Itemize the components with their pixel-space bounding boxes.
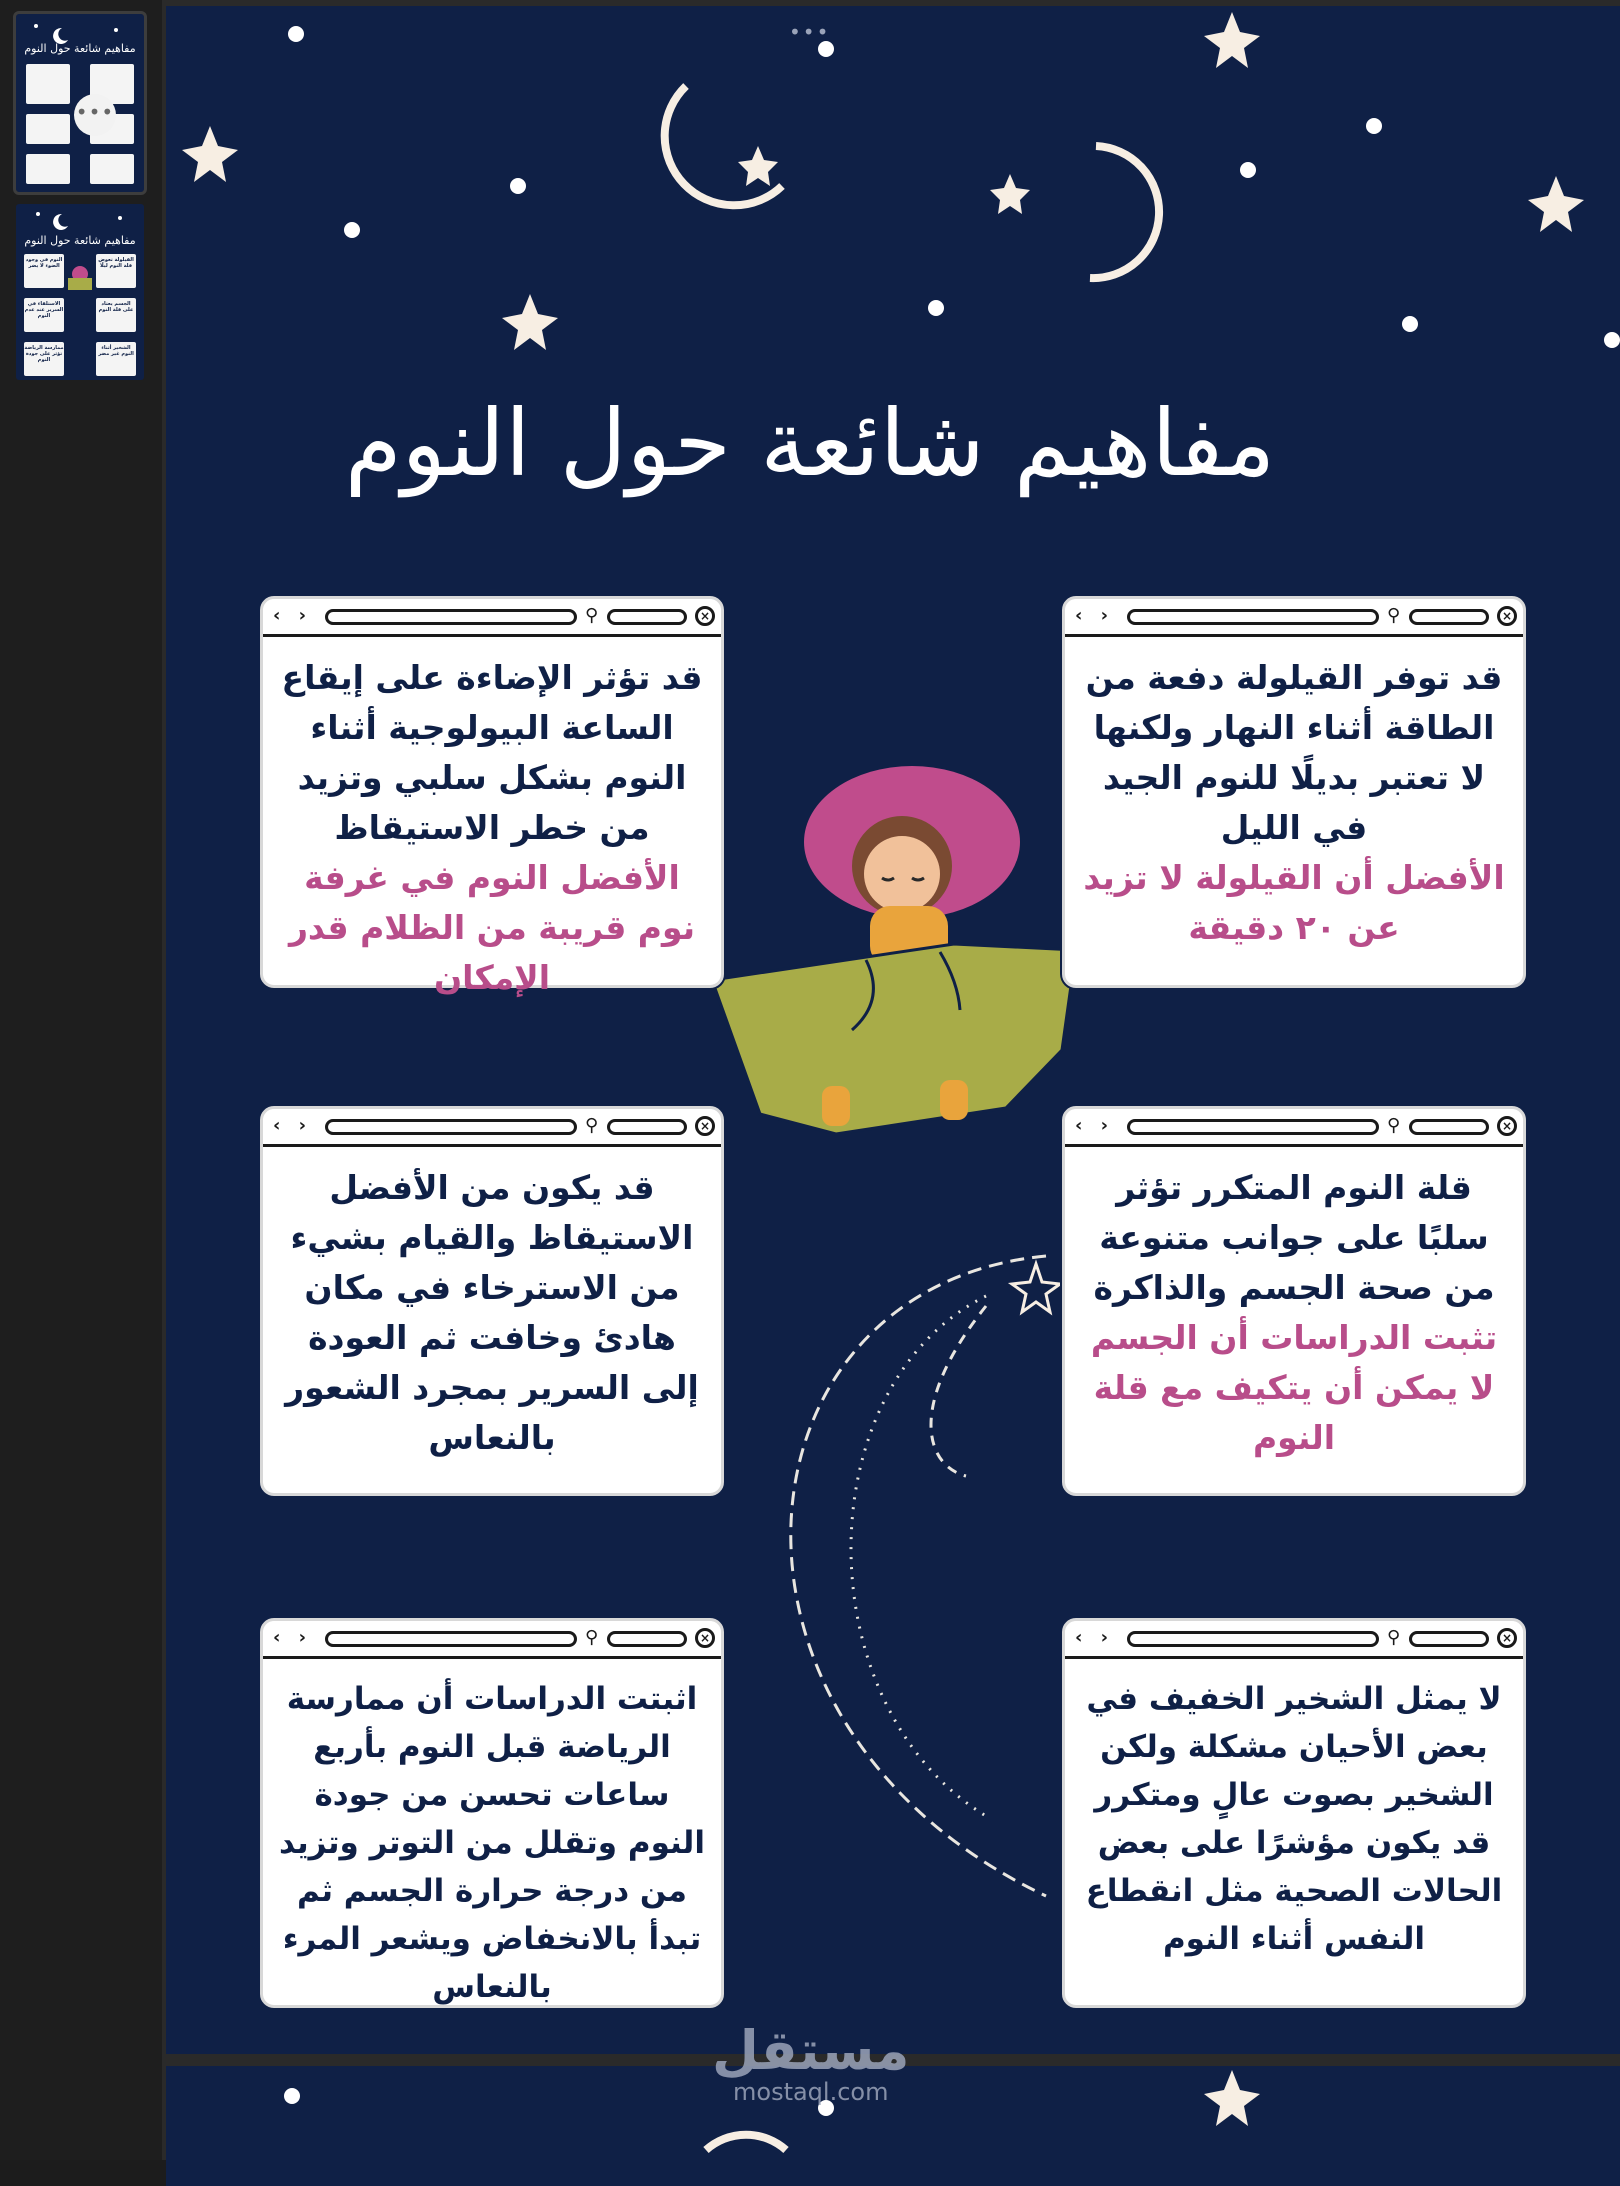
search-icon: ⚲	[1387, 1627, 1401, 1648]
close-icon: ×	[1497, 1628, 1517, 1648]
close-icon: ×	[1497, 1116, 1517, 1136]
myth-card-light	[260, 596, 724, 997]
thumbnail-card: الشخير أثناء النوم غير مضر	[96, 342, 136, 376]
thumbnail-card	[26, 154, 70, 184]
thumbnail-card	[26, 114, 70, 144]
thumbnail-card: النوم في وجود الضوء لا يضر	[24, 254, 64, 288]
card-text: قد توفر القيلولة دفعة من الطاقة أثناء النهار ولكنها لا تعتبر بديلًا للنوم الجيد في الليل	[1085, 658, 1503, 847]
thumbnail-card: ممارسة الرياضة تؤثر على جودة النوم	[24, 342, 64, 376]
search-icon: ⚲	[585, 605, 599, 626]
slide-thumbnail-1[interactable]	[16, 14, 144, 192]
slide-drag-handle[interactable]: •••	[789, 20, 831, 44]
search-icon: ⚲	[1387, 1115, 1401, 1136]
search-icon: ⚲	[1387, 605, 1401, 626]
nav-arrows-icon: ‹ ›	[1075, 1627, 1115, 1648]
myth-card-nap	[1062, 596, 1526, 988]
browser-bar	[1065, 1109, 1523, 1147]
nav-arrows-icon: ‹ ›	[273, 605, 313, 626]
close-icon: ×	[695, 1116, 715, 1136]
card-highlight: تثبت الدراسات أن الجسم لا يمكن أن يتكيف مع قلة النوم	[1090, 1318, 1498, 1457]
browser-bar	[1065, 599, 1523, 637]
more-options-button[interactable]: •••	[74, 94, 116, 136]
thumbnail-title: مفاهيم شائعة حول النوم	[24, 234, 136, 247]
card-text: اثبتت الدراسات أن ممارسة الرياضة قبل النوم بأربع ساعات تحسن من جودة النوم وتقلل من التوتر وتزيد من درجة حرارة الجسم ثم تبدأ بالانخفاض ويشعر المرء بالنعاس	[279, 1681, 705, 2005]
slide-page[interactable]	[166, 6, 1620, 2054]
browser-bar	[263, 599, 721, 637]
nav-arrows-icon: ‹ ›	[273, 1115, 313, 1136]
watermark-logo: مستقل	[712, 2019, 910, 2082]
card-text: قد يكون من الأفضل الاستيقاظ والقيام بشيء من الاسترخاء في مكان هادئ وخافت ثم العودة إلى السرير بمجرد الشعور بالنعاس	[285, 1168, 699, 1457]
card-text: قد تؤثر الإضاءة على إيقاع الساعة البيولوجية أثناء النوم بشكل سلبي وتزيد من خطر الاستيقاظ	[281, 658, 703, 847]
nav-arrows-icon: ‹ ›	[1075, 605, 1115, 626]
watermark	[712, 2019, 910, 2106]
search-icon: ⚲	[585, 1115, 599, 1136]
nav-arrows-icon: ‹ ›	[273, 1627, 313, 1648]
card-highlight: الأفضل النوم في غرفة نوم قريبة من الظلام قدر الإمكان	[288, 858, 696, 997]
card-text: قلة النوم المتكرر تؤثر سلبًا على جوانب متنوعة من صحة الجسم والذاكرة	[1093, 1168, 1495, 1307]
close-icon: ×	[695, 1628, 715, 1648]
card-highlight: الأفضل أن القيلولة لا تزيد عن ٢٠ دقيقة	[1083, 858, 1505, 947]
browser-bar	[263, 1109, 721, 1147]
thumbnail-card	[26, 64, 70, 104]
close-icon: ×	[695, 606, 715, 626]
card-text: لا يمثل الشخير الخفيف في بعض الأحيان مشكلة ولكن الشخير بصوت عالٍ ومتكرر قد يكون مؤشرًا على بعض الحالات الصحية مثل انقطاع النفس أثناء النوم	[1085, 1681, 1503, 1957]
thumbnail-card: الجسم يعتاد على قلة النوم	[96, 298, 136, 332]
slide-thumbnail-2[interactable]	[16, 204, 144, 380]
page-title: مفاهيم شائعة حول النوم	[344, 390, 1276, 497]
thumbnail-title: مفاهيم شائعة حول النوم	[24, 42, 136, 55]
browser-bar	[263, 1621, 721, 1659]
myth-card-exercise	[260, 1618, 724, 2008]
browser-bar	[1065, 1621, 1523, 1659]
editor-canvas	[162, 0, 1620, 2160]
search-icon: ⚲	[585, 1627, 599, 1648]
slides-panel	[0, 0, 162, 2160]
myth-card-sleep-deprivation	[1062, 1106, 1526, 1496]
watermark-url: mostaql.com	[733, 2078, 889, 2106]
close-icon: ×	[1497, 606, 1517, 626]
thumbnail-card: القيلولة تعوض قلة النوم ليلًا	[96, 254, 136, 288]
myth-card-staying-in-bed	[260, 1106, 724, 1496]
thumbnail-card: الاستلقاء في السرير عند عدم النوم	[24, 298, 64, 332]
thumbnail-card	[90, 154, 134, 184]
myth-card-snoring	[1062, 1618, 1526, 2008]
nav-arrows-icon: ‹ ›	[1075, 1115, 1115, 1136]
